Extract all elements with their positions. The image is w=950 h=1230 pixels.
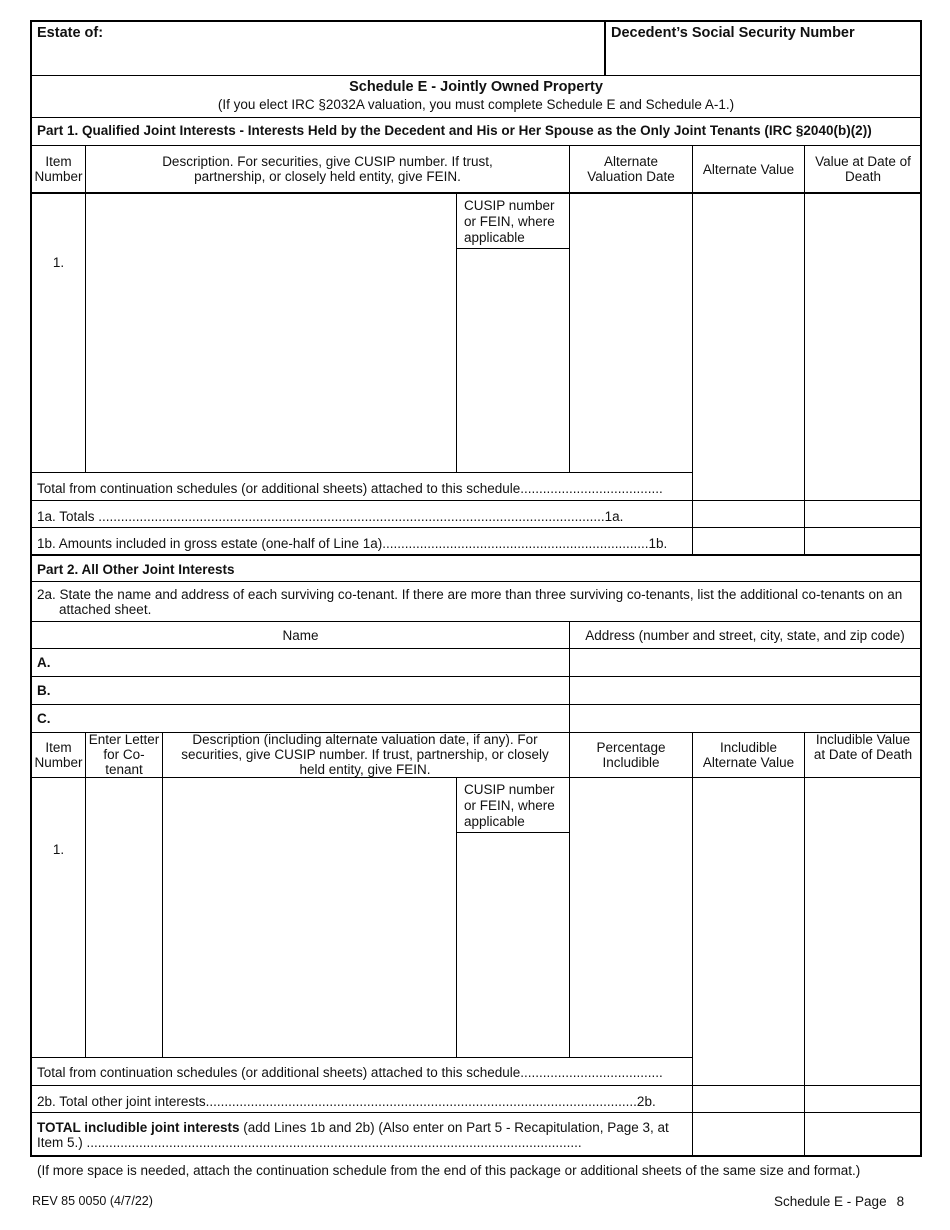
p1-description-field[interactable] [90, 198, 452, 468]
total-instructions: (add Lines 1b and 2b) (Also enter on Part 5 - Recapitulation, Page 3, at Item 5.) .................................................................................................................................... [37, 1120, 669, 1150]
cotenant-b-name[interactable] [58, 679, 563, 701]
p2-item-number: 1. [52, 842, 65, 857]
line-1b-value-death[interactable] [808, 530, 916, 551]
p2-col-value-death: Includible Value at Date of Death [813, 732, 913, 762]
p2-cusip-label: CUSIP number or FEIN, where applicable [464, 782, 555, 829]
p2-cusip-field[interactable] [460, 837, 565, 1053]
p2-continuation-line: Total from continuation schedules (or additional sheets) attached to this schedule...................................... [37, 1065, 663, 1080]
p1-alt-value-field[interactable] [696, 198, 800, 496]
cotenant-c-name[interactable] [58, 707, 563, 729]
part2-heading: Part 2. All Other Joint Interests [37, 562, 235, 577]
schedule-title: Schedule E - Jointly Owned Property [349, 79, 603, 95]
line-1a-value-death[interactable] [808, 503, 916, 524]
p2-name-col: Name [282, 628, 319, 643]
p1-col-alt-value: Alternate Value [702, 162, 795, 177]
p2-percentage-field[interactable] [573, 781, 688, 1053]
schedule-subtitle: (If you elect IRC §2032A valuation, you must complete Schedule E and Schedule A-1.) [217, 97, 735, 112]
p1-continuation-line: Total from continuation schedules (or additional sheets) attached to this schedule...................................... [37, 481, 663, 496]
p1-alt-date-field[interactable] [573, 198, 688, 468]
total-label: TOTAL includible joint interests [37, 1120, 240, 1135]
page-number: 8 [896, 1194, 905, 1209]
line-2b-value-death[interactable] [808, 1088, 916, 1109]
p2-description-field[interactable] [166, 781, 452, 1053]
p2-col-alt-value: Includible Alternate Value [702, 740, 795, 770]
p2-address-col: Address (number and street, city, state, and zip code) [585, 628, 905, 643]
p1-col-value-death: Value at Date of Death [815, 154, 911, 184]
p2-col-item: Item Number [34, 740, 83, 770]
line-2b: 2b. Total other joint interests...................................................................................................................2b. [37, 1094, 656, 1109]
p1-cusip-field[interactable] [460, 253, 565, 468]
estate-of-input[interactable] [36, 46, 598, 70]
line-1b: 1b. Amounts included in gross estate (one-half of Line 1a).......................................................................1b. [37, 536, 668, 551]
p2-col-letter: Enter Letter for Co-tenant [88, 732, 160, 777]
total-joint-interests [37, 1120, 689, 1152]
p1-col-item: Item Number [34, 154, 83, 184]
p2-letter-field[interactable] [89, 781, 158, 1053]
p2-col-percentage: Percentage Includible [596, 740, 666, 770]
cotenant-a-name[interactable] [58, 651, 563, 673]
cotenant-row-b: B. [37, 683, 51, 698]
ssn-input[interactable] [611, 46, 915, 70]
p2-value-death-field[interactable] [808, 781, 916, 1081]
p2-alt-value-field[interactable] [696, 781, 800, 1081]
line-2b-alt-value[interactable] [696, 1088, 800, 1109]
form-id: REV 85 0050 (4/7/22) [32, 1194, 153, 1208]
line-1a: 1a. Totals .......................................................................................................................................1a. [37, 509, 624, 524]
p1-col-alt-date: Alternate Valuation Date [587, 154, 675, 184]
part1-heading: Part 1. Qualified Joint Interests - Interests Held by the Decedent and His or Her Spouse as the Only Joint Tenants (IRC §2040(b)(2)) [37, 123, 872, 138]
cotenant-a-address[interactable] [575, 651, 915, 673]
total-alt-value[interactable] [696, 1116, 800, 1152]
page-label [774, 1194, 904, 1209]
cotenant-b-address[interactable] [575, 679, 915, 701]
p2-col-description: Description (including alternate valuation date, if any). For securities, give CUSIP number. If trust, partnership, or closely held entity, give FEIN. [181, 732, 549, 777]
page-label-text: Schedule E - Page [774, 1194, 887, 1209]
line-1a-alt-value[interactable] [696, 503, 800, 524]
footer-note: (If more space is needed, attach the continuation schedule from the end of this package or additional sheets of the same size and format.) [37, 1163, 861, 1178]
p1-col-description: Description. For securities, give CUSIP number. If trust, partnership, or closely held entity, give FEIN. [162, 154, 493, 184]
ssn-label: Decedent’s Social Security Number [611, 25, 855, 41]
cotenant-c-address[interactable] [575, 707, 915, 729]
p1-value-death-field[interactable] [808, 198, 916, 496]
cotenant-row-a: A. [37, 655, 51, 670]
p1-item-number: 1. [52, 255, 65, 270]
line-1b-alt-value[interactable] [696, 530, 800, 551]
cotenant-row-c: C. [37, 711, 51, 726]
line-2a: 2a. State the name and address of each surviving co-tenant. If there are more than three surviving co-tenants, list the additional co-tenants on an attached sheet. [37, 587, 903, 617]
total-value-death[interactable] [808, 1116, 916, 1152]
p1-cusip-label: CUSIP number or FEIN, where applicable [464, 198, 555, 245]
estate-of-label: Estate of: [37, 25, 104, 41]
